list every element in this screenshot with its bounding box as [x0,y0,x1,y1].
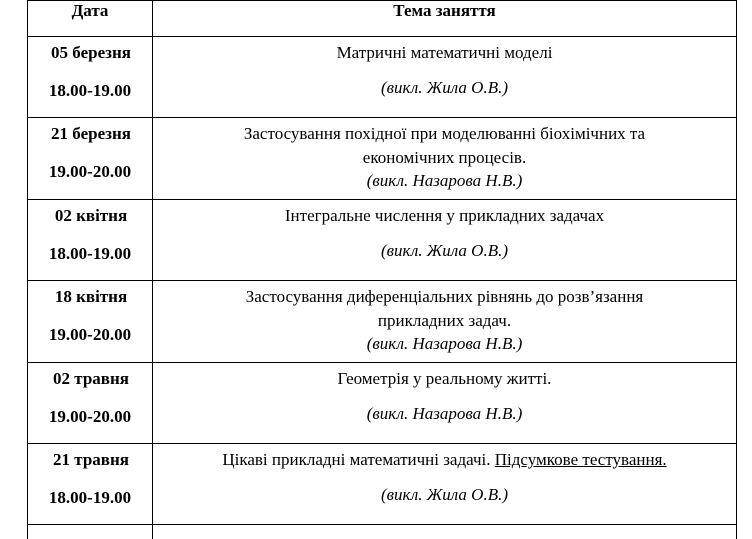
session-date: 02 квітня [28,200,152,226]
topic-cell [153,200,737,281]
date-cell [28,281,153,363]
topic-line: Матричні математичні моделі [153,37,736,65]
topic-line: Застосування диференціальних рівнянь до розв’язання [153,281,736,309]
table-row [28,118,737,200]
date-column-header: Дата [28,1,153,37]
date-cell [28,200,153,281]
topic-line: прикладних задач. [153,309,736,333]
empty-cell [153,525,737,539]
table-row-partial [28,525,737,539]
date-cell [28,444,153,525]
table-row [28,363,737,444]
session-time: 19.00-20.00 [28,144,152,182]
topic-column-header: Тема заняття [153,1,737,37]
session-time: 18.00-19.00 [28,226,152,264]
session-time: 19.00-20.00 [28,307,152,345]
lecturer-name: (викл. Жила О.В.) [153,228,736,262]
date-cell [28,37,153,118]
lecturer-name: (викл. Жила О.В.) [153,472,736,506]
table-row [28,37,737,118]
lecturer-name: (викл. Назарова Н.В.) [153,333,736,355]
date-cell [28,118,153,200]
date-cell [28,363,153,444]
final-test-label: Підсумкове тестування. [495,450,667,469]
topic-cell [153,118,737,200]
session-time: 18.00-19.00 [28,63,152,101]
topic-line: економічних процесів. [153,146,736,170]
session-date: 21 травня [28,444,152,470]
empty-cell [28,525,153,539]
session-time: 18.00-19.00 [28,470,152,508]
table-row [28,444,737,525]
session-date: 18 квітня [28,281,152,307]
session-time: 19.00-20.00 [28,389,152,427]
session-date: 02 травня [28,363,152,389]
topic-cell [153,37,737,118]
header-row [28,1,737,37]
schedule-table [27,0,737,539]
table-row [28,200,737,281]
topic-line [153,444,736,472]
lecturer-name: (викл. Назарова Н.В.) [153,170,736,192]
session-date: 21 березня [28,118,152,144]
session-date: 05 березня [28,37,152,63]
lecturer-name: (викл. Жила О.В.) [153,65,736,99]
topic-text: Цікаві прикладні математичні задачі. [222,450,490,469]
topic-line: Геометрія у реальному житті. [153,363,736,391]
table-row [28,281,737,363]
topic-line: Інтегральне числення у прикладних задачах [153,200,736,228]
lecturer-name: (викл. Назарова Н.В.) [153,391,736,425]
topic-cell [153,363,737,444]
topic-cell [153,444,737,525]
topic-cell [153,281,737,363]
topic-line: Застосування похідної при моделюванні біохімічних та [153,118,736,146]
